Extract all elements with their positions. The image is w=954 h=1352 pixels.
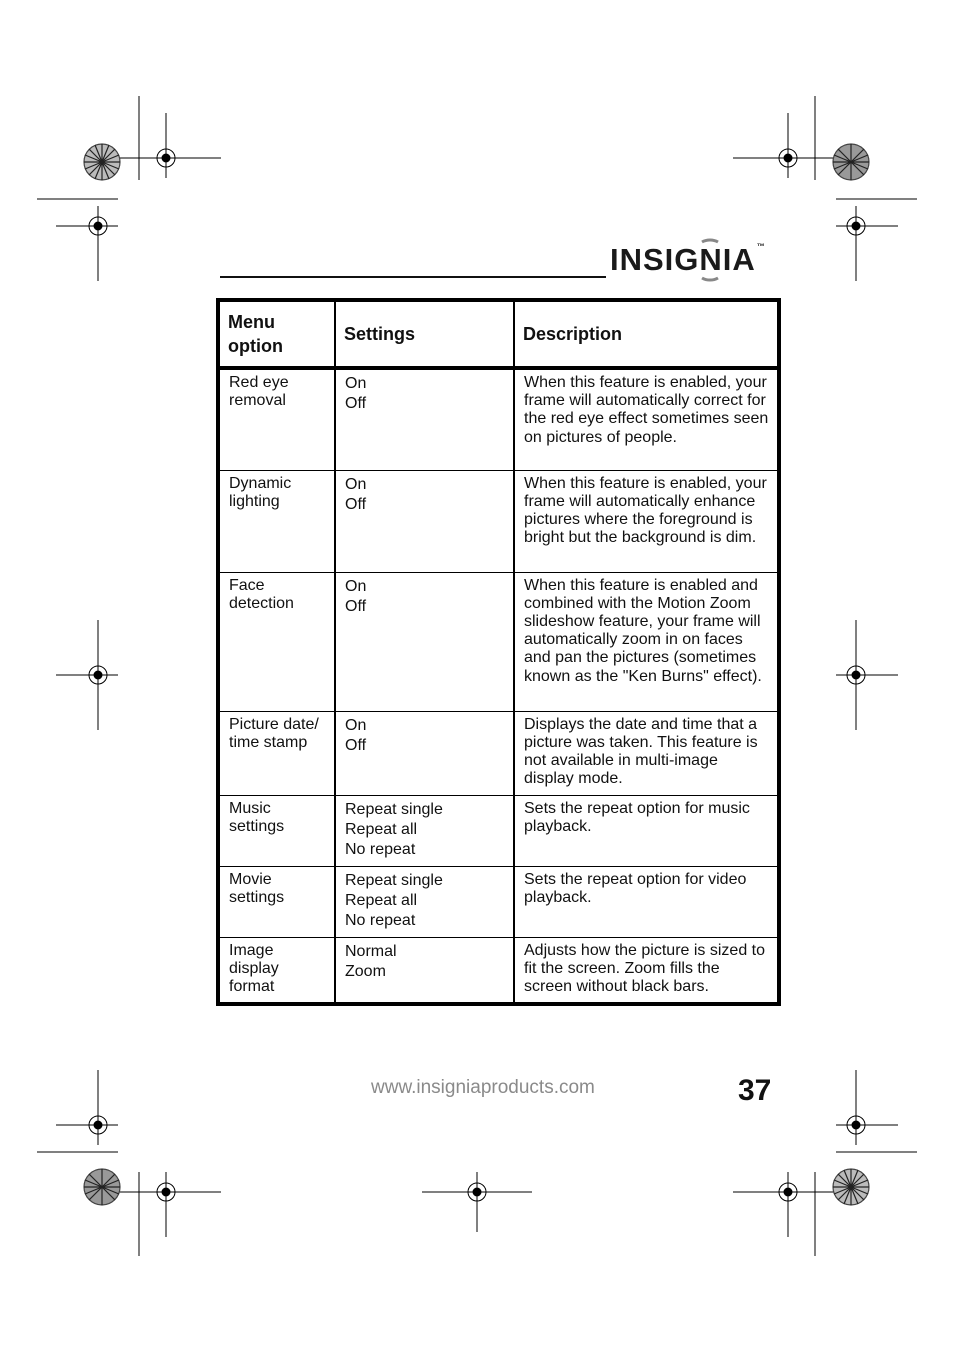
- table-header-row: [218, 300, 779, 368]
- column-header-menu-option: Menu option: [218, 300, 335, 368]
- description-cell: Displays the date and time that a picture was taken. This feature is not available in multi-image display mode.: [514, 711, 779, 795]
- setting-value: On: [345, 577, 367, 595]
- option-cell: Movie settings: [218, 866, 335, 937]
- setting-value: On: [345, 716, 367, 734]
- table-row: [218, 470, 779, 572]
- settings-cell: [335, 368, 514, 470]
- settings-cell: [335, 795, 514, 866]
- option-cell: Dynamic lighting: [218, 470, 335, 572]
- setting-value: Off: [345, 597, 367, 615]
- setting-value: Normal: [345, 942, 397, 960]
- column-header-description: Description: [514, 300, 779, 368]
- table-row: [218, 795, 779, 866]
- table-row: [218, 866, 779, 937]
- setting-value: Repeat single: [345, 871, 443, 889]
- setting-value: On: [345, 475, 367, 493]
- logo-text: INSIGNIA: [610, 242, 756, 277]
- footer-url: www.insigniaproducts.com: [371, 1077, 595, 1098]
- setting-value: Off: [345, 395, 367, 412]
- setting-value: Repeat single: [345, 800, 443, 818]
- option-cell: Image display format: [218, 937, 335, 1004]
- settings-cell: [335, 711, 514, 795]
- description-cell: When this feature is enabled, your frame will automatically enhance pictures where the foreground is bright but the background is dim.: [514, 470, 779, 572]
- table-row: [218, 572, 779, 711]
- setting-value: Repeat all: [345, 891, 418, 909]
- setting-value: No repeat: [345, 911, 416, 929]
- description-cell: Adjusts how the picture is sized to fit the screen. Zoom fills the screen without black bars.: [514, 937, 779, 1004]
- option-cell: Music settings: [218, 795, 335, 866]
- menu-options-table: [216, 298, 781, 1006]
- settings-cell: [335, 937, 514, 1004]
- description-cell: When this feature is enabled, your frame will automatically correct for the red eye effect sometimes seen on pictures of people.: [514, 368, 779, 470]
- option-cell: Picture date/ time stamp: [218, 711, 335, 795]
- table-row: [218, 368, 779, 470]
- setting-value: Repeat all: [345, 820, 418, 838]
- setting-value: Off: [345, 736, 367, 754]
- description-cell: Sets the repeat option for music playback.: [514, 795, 779, 866]
- setting-value: No repeat: [345, 840, 416, 858]
- settings-cell: [335, 572, 514, 711]
- setting-value: On: [345, 375, 367, 392]
- option-cell: Face detection: [218, 572, 335, 711]
- description-cell: Sets the repeat option for video playback.: [514, 866, 779, 937]
- header-rule: [220, 276, 606, 278]
- settings-cell: [335, 866, 514, 937]
- brand-logo: [610, 242, 766, 278]
- page-number: 37: [738, 1074, 772, 1107]
- table-row: [218, 937, 779, 1004]
- setting-value: Zoom: [345, 962, 386, 980]
- option-cell: Red eye removal: [218, 368, 335, 470]
- column-header-settings: Settings: [335, 300, 514, 368]
- trademark: ™: [756, 242, 766, 251]
- description-cell: When this feature is enabled and combined with the Motion Zoom slideshow feature, your frame will automatically zoom in on faces and pan the pictures (sometimes known as the "Ken Burns" effect).: [514, 572, 779, 711]
- settings-cell: [335, 470, 514, 572]
- setting-value: Off: [345, 495, 367, 513]
- table-row: [218, 711, 779, 795]
- logo-arc-icon: [698, 236, 722, 284]
